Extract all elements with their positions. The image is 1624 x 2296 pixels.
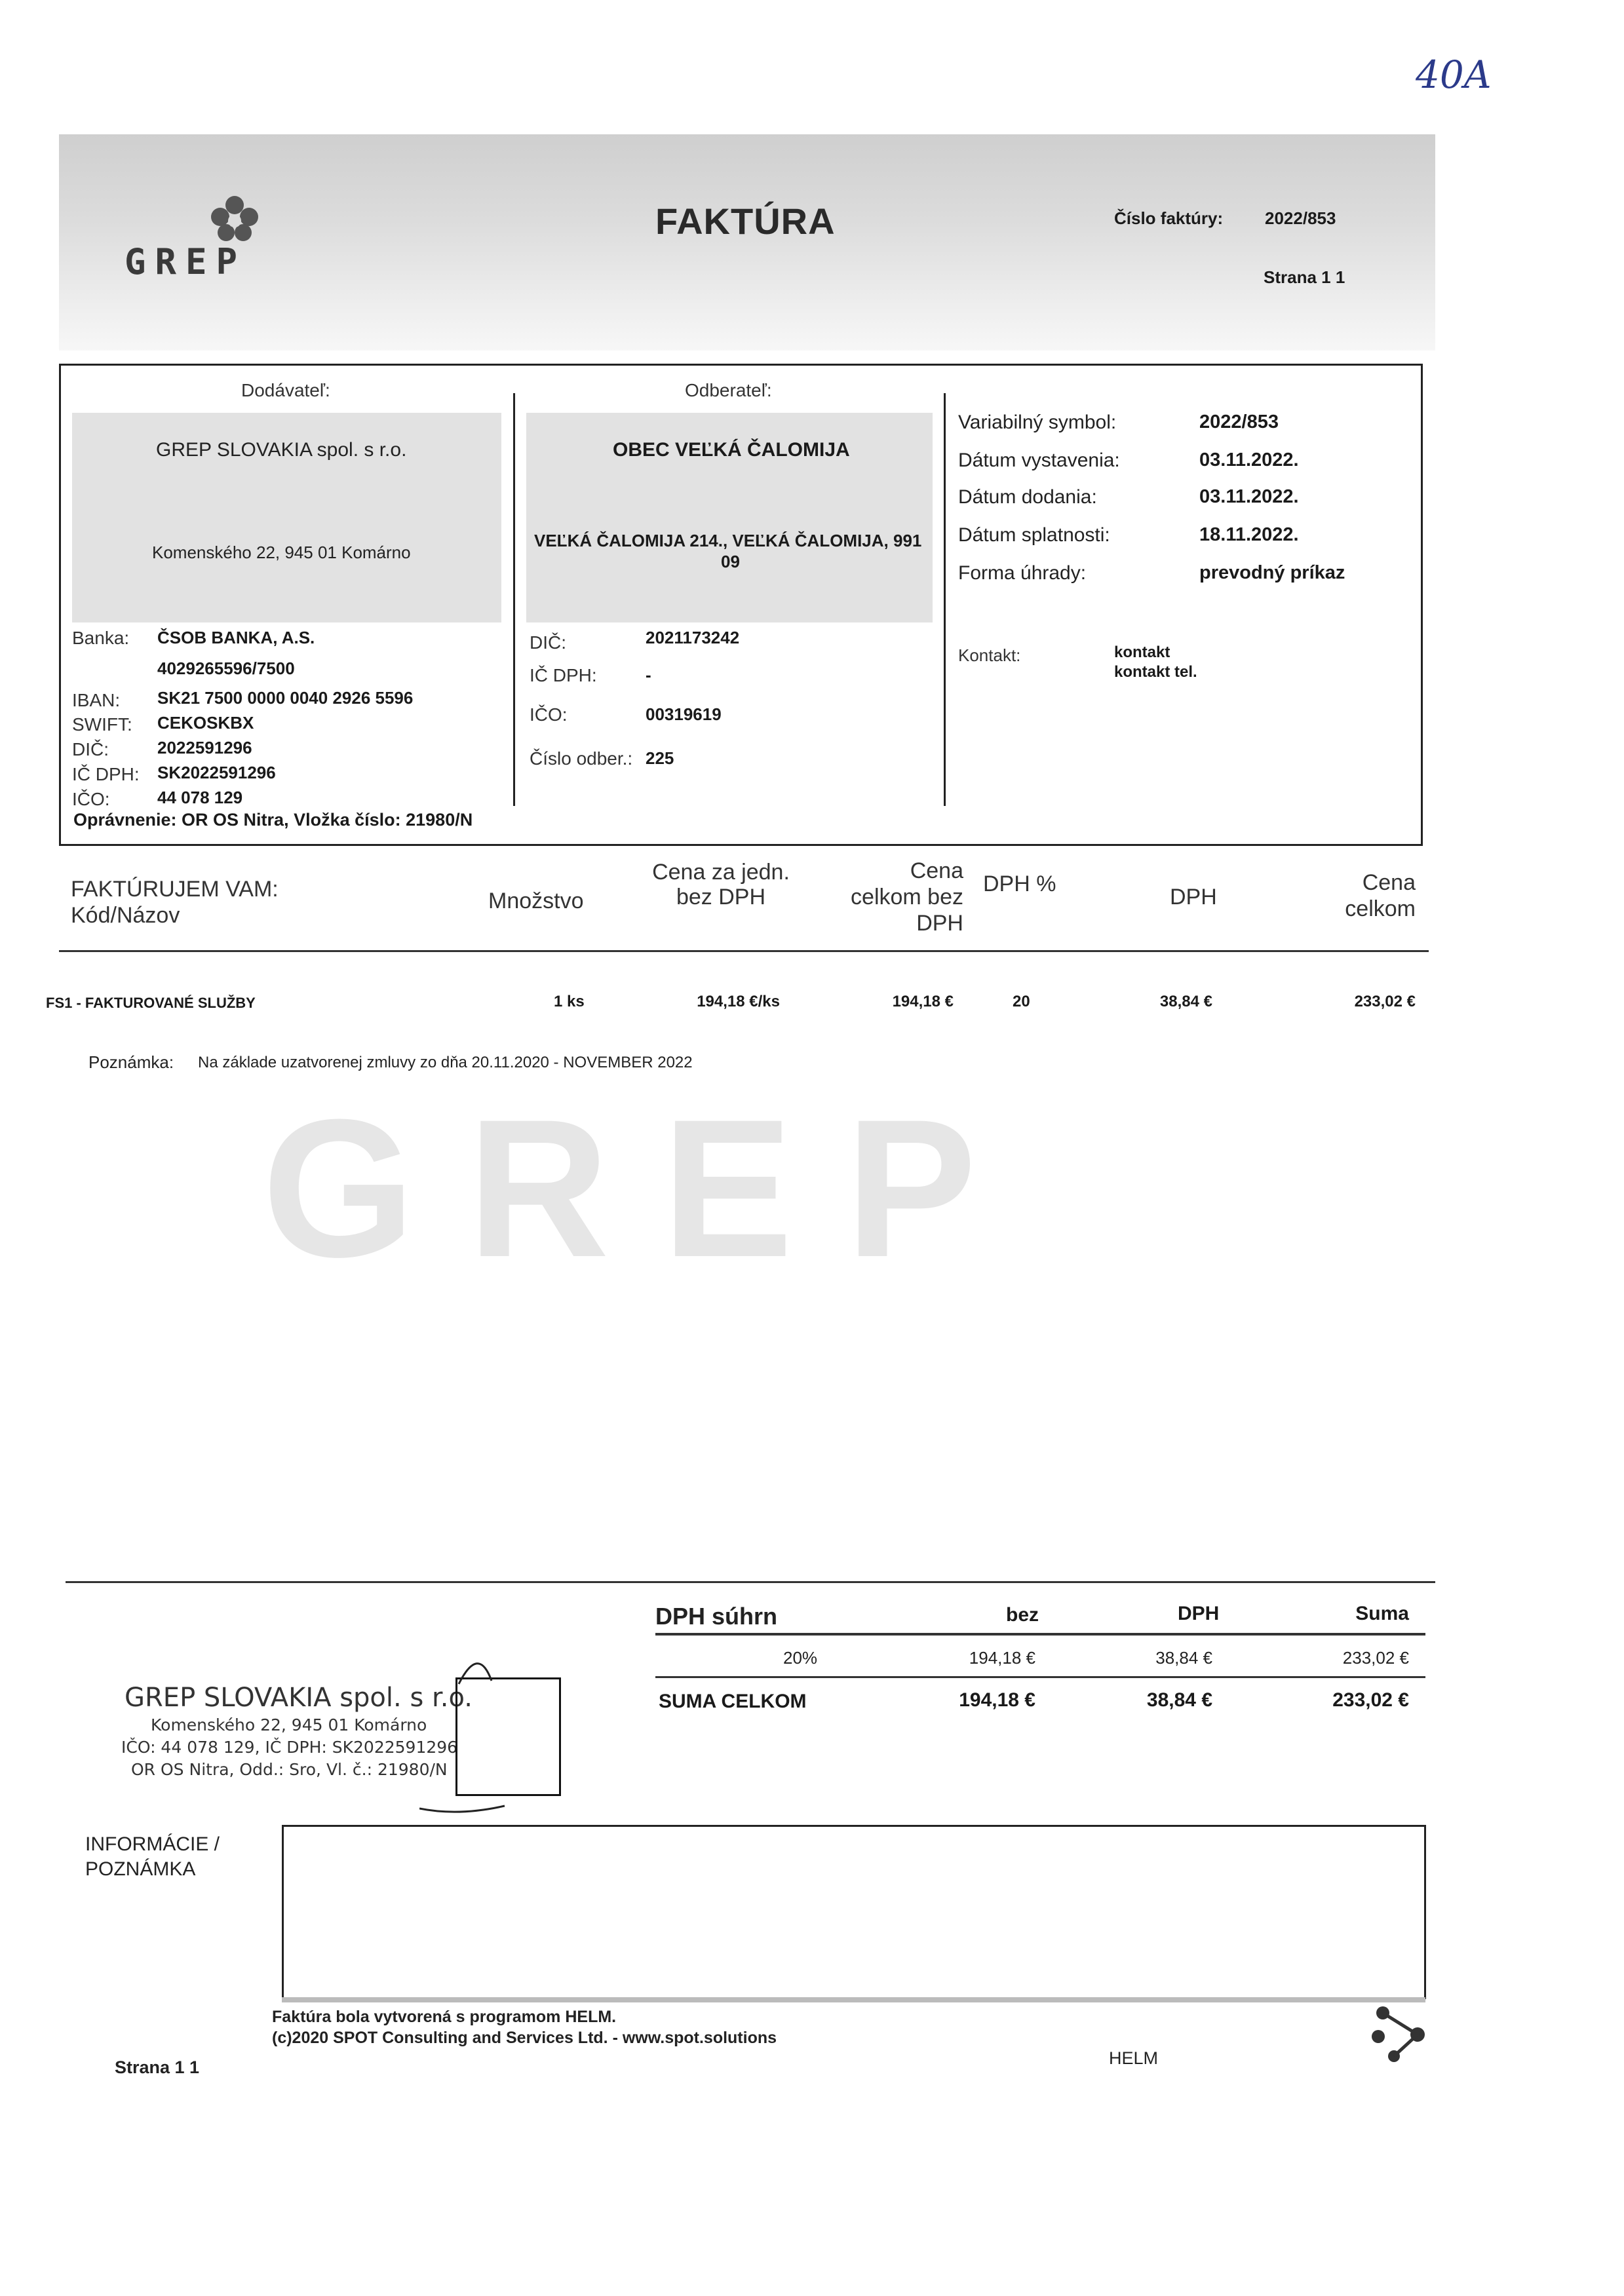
col-vat-percent: DPH %: [983, 871, 1056, 896]
info-label-line1: INFORMÁCIE /: [85, 1833, 220, 1855]
customer-address-line2: 09: [721, 552, 740, 571]
note-label: Poznámka:: [88, 1052, 174, 1072]
customer-icdph-label: IČ DPH:: [530, 665, 597, 685]
col-quantity: Množstvo: [488, 889, 584, 913]
page-number-top: Strana 1 1: [1264, 267, 1345, 287]
variable-symbol-value: 2022/853: [1199, 411, 1279, 432]
info-note-box: [282, 1825, 1426, 1999]
vat-summary-col-net: bez: [1006, 1604, 1039, 1626]
vat-amount: 38,84 €: [1155, 1648, 1212, 1668]
customer-name: OBEC VEĽKÁ ČALOMIJA: [613, 439, 850, 461]
variable-symbol-label: Variabilný symbol:: [958, 411, 1117, 433]
customer-number-value: 225: [646, 748, 674, 768]
handwritten-mark: 40A: [1416, 52, 1492, 97]
delivery-date-value: 03.11.2022.: [1199, 486, 1299, 507]
issue-date-value: 03.11.2022.: [1199, 450, 1299, 470]
col-unit-price-line2: bez DPH: [676, 885, 766, 909]
footer-created-line1: Faktúra bola vytvorená s programom HELM.: [272, 2008, 617, 2026]
payment-form-value: prevodný príkaz: [1199, 562, 1345, 583]
bank-account: 4029265596/7500: [157, 659, 295, 678]
delivery-date-label: Dátum dodania:: [958, 486, 1097, 508]
supplier-dic-label: DIČ:: [72, 739, 109, 759]
supplier-name: GREP SLOVAKIA spol. s r.o.: [156, 439, 407, 461]
invoice-number-label: Číslo faktúry:: [1114, 208, 1224, 228]
supplier-address: Komenského 22, 945 01 Komárno: [152, 543, 411, 562]
customer-ico-label: IČO:: [530, 704, 568, 725]
col-total-net-line2: celkom bez: [851, 885, 963, 909]
summary-top-rule: [66, 1581, 1435, 1583]
invoice-number: 2022/853: [1265, 208, 1336, 228]
footer-page-number: Strana 1 1: [115, 2057, 200, 2077]
supplier-ico-label: IČO:: [72, 789, 110, 809]
divider-customer-payment: [944, 393, 946, 806]
supplier-ico-value: 44 078 129: [157, 788, 243, 807]
item-quantity: 1 ks: [554, 993, 585, 1010]
customer-heading: Odberateľ:: [685, 380, 772, 400]
divider-supplier-customer: [513, 393, 515, 806]
contact-label: Kontakt:: [958, 645, 1021, 665]
spot-logo-icon: [1366, 1999, 1439, 2071]
contact-value: kontakt: [1114, 643, 1170, 661]
vat-rate: 20%: [783, 1648, 818, 1668]
col-unit-price-line1: Cena za jedn.: [652, 860, 790, 885]
item-total-net: 194,18 €: [892, 993, 954, 1010]
col-total-line1: Cena: [1362, 870, 1416, 895]
supplier-heading: Dodávateľ:: [241, 380, 330, 400]
item-total: 233,02 €: [1354, 993, 1416, 1010]
total-label: SUMA CELKOM: [659, 1691, 807, 1712]
customer-ico-value: 00319619: [646, 704, 722, 724]
item-vat: 38,84 €: [1159, 993, 1212, 1010]
customer-dic-label: DIČ:: [530, 632, 566, 653]
iban-value: SK21 7500 0000 0040 2926 5596: [157, 688, 414, 708]
col-total-line2: celkom: [1345, 896, 1416, 921]
item-unit-price: 194,18 €/ks: [697, 993, 780, 1010]
col-total-net-line3: DPH: [916, 911, 963, 936]
bank-label: Banka:: [72, 628, 130, 648]
supplier-icdph-value: SK2022591296: [157, 763, 276, 782]
supplier-authorization: Oprávnenie: OR OS Nitra, Vložka číslo: 21980/N: [73, 810, 473, 830]
total-sum: 233,02 €: [1332, 1689, 1409, 1711]
stamp-ids: IČO: 44 078 129, IČ DPH: SK2022591296: [121, 1738, 458, 1757]
stamp-address: Komenského 22, 945 01 Komárno: [151, 1715, 427, 1734]
col-total-net-line1: Cena: [910, 858, 963, 883]
total-vat: 38,84 €: [1146, 1689, 1212, 1711]
contact-tel-value: kontakt tel.: [1114, 663, 1197, 681]
payment-form-label: Forma úhrady:: [958, 562, 1087, 584]
footer-created-line2: (c)2020 SPOT Consulting and Services Ltd. - www.spot.solutions: [272, 2029, 777, 2047]
grep-logo-wordmark: GREP: [125, 241, 247, 282]
issue-date-label: Dátum vystavenia:: [958, 450, 1120, 471]
footer-bar: [282, 1997, 1425, 2002]
items-header-rule: [59, 950, 1429, 952]
supplier-icdph-label: IČ DPH:: [72, 764, 140, 784]
grep-logo-flower-icon: [208, 193, 261, 246]
item-vat-percent: 20: [1013, 993, 1030, 1010]
vat-summary-head-rule: [655, 1633, 1425, 1636]
due-date-label: Dátum splatnosti:: [958, 524, 1110, 546]
bank-name: ČSOB BANKA, A.S.: [157, 628, 315, 647]
footer-product: HELM: [1109, 2048, 1159, 2068]
items-heading-line2: Kód/Názov: [71, 903, 180, 928]
customer-number-label: Číslo odber.:: [530, 748, 633, 769]
document-title: FAKTÚRA: [655, 201, 836, 242]
total-net: 194,18 €: [959, 1689, 1035, 1711]
vat-summary-col-sum: Suma: [1355, 1603, 1409, 1624]
note-text: Na základe uzatvorenej zmluvy zo dňa 20.11.2020 - NOVEMBER 2022: [198, 1054, 693, 1071]
item-name: FS1 - FAKTUROVANÉ SLUŽBY: [46, 995, 256, 1011]
vat-summary-col-vat: DPH: [1178, 1603, 1220, 1624]
customer-address-line1: VEĽKÁ ČALOMIJA 214., VEĽKÁ ČALOMIJA, 991: [534, 531, 922, 550]
supplier-dic-value: 2022591296: [157, 738, 252, 757]
swift-value: CEKOSKBX: [157, 713, 254, 733]
swift-label: SWIFT:: [72, 714, 132, 735]
stamp-company-name: GREP SLOVAKIA spol. s r.o.: [125, 1683, 473, 1713]
col-vat: DPH: [1170, 885, 1217, 909]
vat-summary-row-rule: [655, 1676, 1425, 1678]
vat-net: 194,18 €: [969, 1648, 1035, 1668]
customer-dic-value: 2021173242: [646, 628, 740, 647]
customer-icdph-value: -: [646, 665, 651, 685]
iban-label: IBAN:: [72, 690, 121, 710]
stamp-register: OR OS Nitra, Odd.: Sro, Vl. č.: 21980/N: [131, 1760, 448, 1779]
signature-scribble: [419, 1645, 577, 1822]
due-date-value: 18.11.2022.: [1199, 524, 1299, 545]
items-heading-line1: FAKTÚRUJEM VAM:: [71, 877, 279, 902]
info-label-line2: POZNÁMKA: [85, 1858, 196, 1880]
grep-watermark: GREP: [262, 1078, 1030, 1298]
header-band: [59, 134, 1435, 351]
vat-sum: 233,02 €: [1342, 1648, 1409, 1668]
vat-summary-title: DPH súhrn: [655, 1603, 778, 1630]
